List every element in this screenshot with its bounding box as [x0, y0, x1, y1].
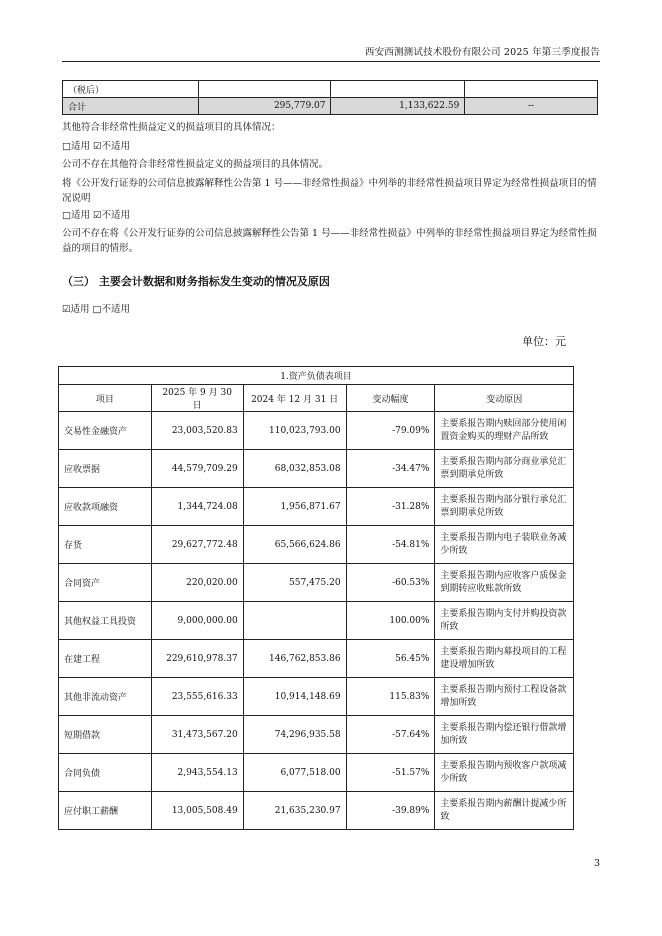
table-header-row	[59, 385, 574, 412]
paragraph: 公司不存在其他符合非经常性损益定义的损益项目的具体情况。	[62, 159, 329, 170]
unit-label: 单位：元	[522, 335, 566, 348]
table-row	[59, 564, 574, 602]
row-reason: 主要系报告期内薪酬计提减少所致	[435, 792, 574, 830]
row-current-value: 44,579,709.29	[151, 450, 243, 488]
row-reason: 主要系报告期内募投项目的工程建设增加所致	[435, 640, 574, 678]
balance-sheet-table	[58, 366, 574, 830]
row-current-value: 1,344,724.08	[151, 488, 243, 526]
applicability-checkbox: □适用 ☑不适用	[62, 141, 131, 152]
row-prior-value: 1,956,871.67	[243, 488, 346, 526]
row-reason: 主要系报告期内支付并购投资款所致	[435, 602, 574, 640]
table-row	[63, 98, 598, 115]
row-change-rate: 100.00%	[346, 602, 435, 640]
row-reason: 主要系报告期内应收客户质保金到期转应收账款所致	[435, 564, 574, 602]
row-change-rate: -31.28%	[346, 488, 435, 526]
row-change-rate: -57.64%	[346, 716, 435, 754]
row-current-value: 29,627,772.48	[151, 526, 243, 564]
row-current-value: 2,943,554.13	[151, 754, 243, 792]
table-caption-row	[59, 367, 574, 385]
row-reason: 主要系报告期内预付工程设备款增加所致	[435, 678, 574, 716]
paragraph: 公司不存在将《公开发行证券的公司信息披露解释性公告第 1 号——非经常性损益》中列举的非经常性损益项目界定为经常性损益的项目的情形。	[62, 228, 597, 254]
row-current-value: 31,473,567.20	[151, 716, 243, 754]
row-current-value: 220,020.00	[151, 564, 243, 602]
column-header: 变动幅度	[346, 385, 435, 412]
row-item: 合同资产	[59, 564, 152, 602]
row-change-rate: 115.83%	[346, 678, 435, 716]
page-number: 3	[593, 858, 600, 869]
row-item: 其他非流动资产	[59, 678, 152, 716]
row-item: 应收票据	[59, 450, 152, 488]
row-prior-value: 21,635,230.97	[243, 792, 346, 830]
table-row	[59, 716, 574, 754]
table-row	[59, 640, 574, 678]
table-caption: 1.资产负债表项目	[59, 367, 574, 385]
cell-value	[465, 81, 598, 98]
total-prior: 1,133,622.59	[331, 98, 465, 115]
row-reason: 主要系报告期内赎回部分使用闲置资金购买的理财产品所致	[435, 412, 574, 450]
header-divider	[62, 61, 600, 62]
paragraph: 其他符合非经常性损益定义的损益项目的具体情况：	[62, 122, 281, 133]
table-row	[63, 81, 598, 98]
row-prior-value: 146,762,853.86	[243, 640, 346, 678]
row-reason: 主要系报告期内电子装联业务减少所致	[435, 526, 574, 564]
table-row	[59, 602, 574, 640]
table-row	[59, 488, 574, 526]
row-prior-value: 557,475.20	[243, 564, 346, 602]
row-current-value: 23,003,520.83	[151, 412, 243, 450]
column-header: 2025 年 9 月 30 日	[151, 385, 243, 412]
row-item: 应付职工薪酬	[59, 792, 152, 830]
total-current: 295,779.07	[198, 98, 331, 115]
column-header: 2024 年 12 月 31 日	[243, 385, 346, 412]
row-item: 短期借款	[59, 716, 152, 754]
applicability-checkbox: □适用 ☑不适用	[62, 210, 131, 221]
row-current-value: 9,000,000.00	[151, 602, 243, 640]
non-recurring-table	[62, 80, 598, 115]
row-prior-value: 74,296,935.58	[243, 716, 346, 754]
row-item: 合同负债	[59, 754, 152, 792]
table-row	[59, 792, 574, 830]
row-prior-value: 110,023,793.00	[243, 412, 346, 450]
row-item: 其他权益工具投资	[59, 602, 152, 640]
row-change-rate: -34.47%	[346, 450, 435, 488]
row-label: （税后）	[63, 81, 199, 98]
row-item: 在建工程	[59, 640, 152, 678]
applicability-checkbox: ☑适用 □不适用	[62, 304, 131, 315]
row-prior-value: 68,032,853.08	[243, 450, 346, 488]
row-change-rate: -54.81%	[346, 526, 435, 564]
table-row	[59, 526, 574, 564]
paragraph: 将《公开发行证券的公司信息披露解释性公告第 1 号——非经常性损益》中列举的非经常性损益项目界定为经常性损益项目的情况说明	[62, 178, 597, 204]
row-current-value: 229,610,978.37	[151, 640, 243, 678]
row-reason: 主要系报告期内偿还银行借款增加所致	[435, 716, 574, 754]
column-header: 项目	[59, 385, 152, 412]
table-row	[59, 678, 574, 716]
row-prior-value: 10,914,148.69	[243, 678, 346, 716]
row-change-rate: 56.45%	[346, 640, 435, 678]
row-reason: 主要系报告期内预收客户款项减少所致	[435, 754, 574, 792]
row-change-rate: -51.57%	[346, 754, 435, 792]
row-change-rate: -60.53%	[346, 564, 435, 602]
row-prior-value	[243, 602, 346, 640]
table-row	[59, 450, 574, 488]
cell-value	[331, 81, 465, 98]
column-header: 变动原因	[435, 385, 574, 412]
row-label: 合计	[63, 98, 199, 115]
row-change-rate: -79.09%	[346, 412, 435, 450]
total-note: --	[465, 98, 598, 115]
row-item: 存货	[59, 526, 152, 564]
row-prior-value: 6,077,518.00	[243, 754, 346, 792]
section-title: （三） 主要会计数据和财务指标发生变动的情况及原因	[62, 275, 330, 288]
row-reason: 主要系报告期内部分商业承兑汇票到期承兑所致	[435, 450, 574, 488]
row-current-value: 13,005,508.49	[151, 792, 243, 830]
row-change-rate: -39.89%	[346, 792, 435, 830]
table-row	[59, 754, 574, 792]
row-current-value: 23,555,616.33	[151, 678, 243, 716]
cell-value	[198, 81, 331, 98]
row-prior-value: 65,566,624.86	[243, 526, 346, 564]
table-row	[59, 412, 574, 450]
row-item: 交易性金融资产	[59, 412, 152, 450]
row-reason: 主要系报告期内部分银行承兑汇票到期承兑所致	[435, 488, 574, 526]
row-item: 应收款项融资	[59, 488, 152, 526]
page-header: 西安西测测试技术股份有限公司 2025 年第三季度报告	[364, 47, 600, 58]
